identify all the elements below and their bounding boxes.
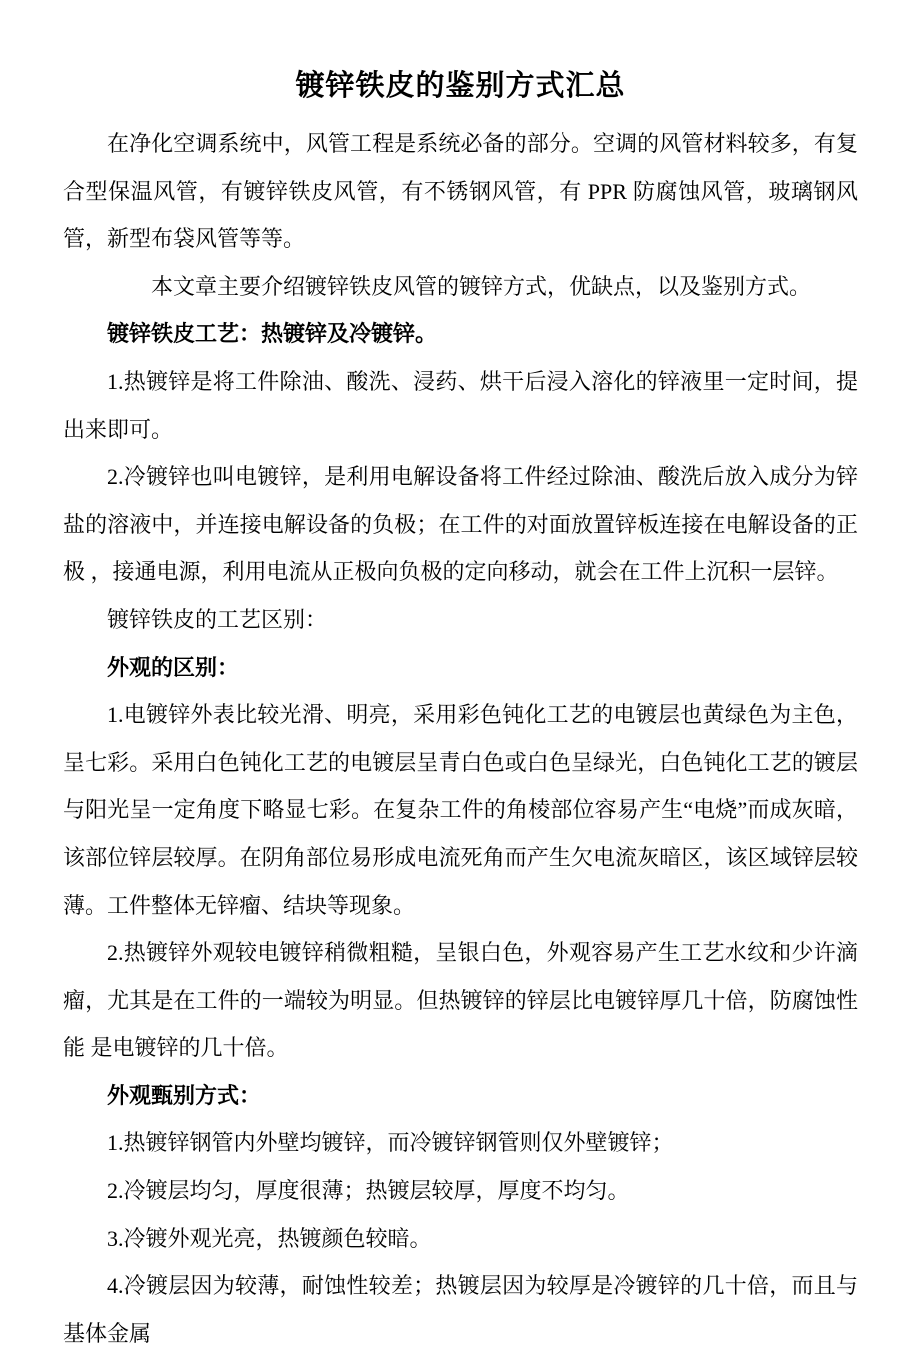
- screening-item-1: 1.热镀锌钢管内外壁均镀锌，而冷镀锌钢管则仅外壁镀锌；: [107, 1130, 674, 1156]
- process-difference-lead-in: 镀锌铁皮的工艺区别：: [107, 606, 328, 632]
- heading-appearance-screening-method: 外观甄别方式：: [107, 1082, 262, 1108]
- screening-item-3: 3.冷镀外观光亮，热镀颜色较暗。: [107, 1225, 432, 1251]
- electro-galvanized-appearance-item: 1.电镀锌外表比较光滑、明亮，采用彩色钝化工艺的电镀层也黄绿色为主色，呈七彩。采用白色钝化工艺的电镀层呈青白色或白色呈绿光，白色钝化工艺的镀层与阳光呈一定角度下略显七彩。在复杂工件的角棱部位容易产生“电烧”而成灰暗，该部位锌层较厚。在阴角部位易形成电流死角而产生欠电流灰暗区，该区域锌层较薄。工件整体无锌瘤、结块等现象。: [63, 702, 858, 918]
- heading-galvanizing-process: 镀锌铁皮工艺：热镀锌及冷镀锌。: [107, 321, 438, 347]
- article-scope-paragraph: 本文章主要介绍镀锌铁皮风管的镀锌方式，优缺点，以及鉴别方式。: [151, 273, 812, 299]
- heading-appearance-difference: 外观的区别：: [107, 654, 240, 680]
- cold-galvanizing-item: 2.冷镀锌也叫电镀锌，是利用电解设备将工件经过除油、酸洗后放入成分为锌盐的溶液中，并连接电解设备的负极；在工件的对面放置锌板连接在电解设备的正极 ，接通电源，利用电流从正极向负极的定向移动，就会在工件上沉积一层锌。: [63, 464, 858, 585]
- screening-item-4: 4.冷镀层因为较薄，耐蚀性较差；热镀层因为较厚是冷镀锌的几十倍，而且与基体金属: [63, 1273, 858, 1346]
- hot-galvanizing-item: 1.热镀锌是将工件除油、酸洗、浸药、烘干后浸入溶化的锌液里一定时间，提出来即可。: [63, 368, 858, 442]
- intro-paragraph: 在净化空调系统中，风管工程是系统必备的部分。空调的风管材料较多，有复合型保温风管，有镀锌铁皮风管，有不锈钢风管，有 PPR 防腐蚀风管，玻璃钢风管，新型布袋风管等等。: [63, 131, 858, 252]
- hot-galvanized-appearance-item: 2.热镀锌外观较电镀锌稍微粗糙，呈银白色，外观容易产生工艺水纹和少许滴瘤，尤其是在工件的一端较为明显。但热镀锌的锌层比电镀锌厚几十倍，防腐蚀性能 是电镀锌的几十倍。: [63, 940, 858, 1061]
- document-title: 镀锌铁皮的鉴别方式汇总: [295, 70, 626, 102]
- screening-item-2: 2.冷镀层均匀，厚度很薄；热镀层较厚，厚度不均匀。: [107, 1178, 630, 1204]
